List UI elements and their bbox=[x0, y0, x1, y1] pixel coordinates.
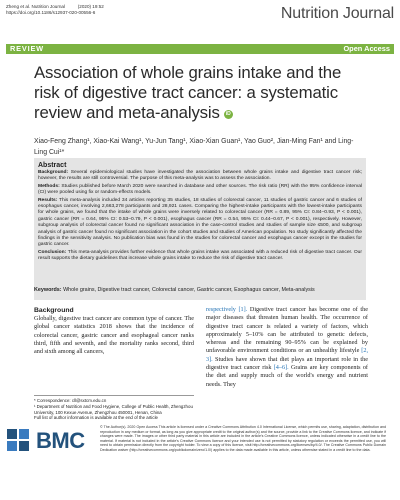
body-column-right bbox=[206, 306, 368, 389]
body-column-left bbox=[34, 306, 194, 356]
author-list: Xiao-Feng Zhang¹, Xiao-Kai Wang¹, Yu-Jun Tang¹, Xiao-Xian Guan¹, Yao Guo², Jian-Ming Fan¹ and Ling-Ling Cui¹* bbox=[34, 138, 354, 156]
author-info-note: Full list of author information is available at the end of the article bbox=[34, 415, 158, 421]
abstract-background-label: Background: bbox=[38, 170, 69, 175]
open-access-label: Open Access bbox=[343, 44, 390, 53]
license-paragraph: © The Author(s). 2020 Open Access This article is licensed under a Creative Commons Attribution 4.0 International License, which permits use, sharing, adaptation, distribution and reproduction in any medium or format, as long as you give appropriate credit to the original author(s) and the source, provide a link to the Creative Commons licence, and indicate if changes were made. The images or other third party material in this article are included in the article's Creative Commons licence, unless indicated otherwise in a credit line to the material. If material is not included in the article's Creative Commons licence and your intended use is not permitted by statutory regulation or exceeds the permitted use, you will need to obtain permission directly from the copyright holder. To view a copy of this licence, visit http://creativecommons.org/licenses/by/4.0/. The Creative Commons Public Domain Dedication waiver (http://creativecommons.org/publicdomain/zero/1.0/) applies to the data made available in this article, unless otherwise stated in a credit line to the data. bbox=[100, 425, 386, 452]
reference-link[interactable]: [2, 3]. bbox=[206, 347, 368, 363]
abstract-box bbox=[34, 158, 366, 300]
footnotes bbox=[34, 395, 194, 421]
citation-line: Zheng et al. Nutrition Journal (2020) 19:52 bbox=[6, 4, 104, 9]
article-title-text: Association of whole grains intake and the risk of digestive tract cancer: a systematic review and meta-analysis bbox=[34, 63, 342, 122]
page-header bbox=[6, 4, 394, 30]
keywords bbox=[34, 287, 366, 294]
citation-info bbox=[6, 4, 104, 16]
reference-link[interactable]: [4–6]. bbox=[273, 364, 289, 372]
affiliation: ¹ Department of Nutrition and Food Hygiene, College of Public Health, Zhengzhou University, 100 Kexue Avenue, Zhengzhou 450001, Henan, China bbox=[34, 403, 193, 415]
abstract-heading: Abstract bbox=[38, 162, 67, 169]
keywords-label: Keywords: bbox=[34, 287, 62, 293]
bmc-logo bbox=[6, 427, 86, 453]
doi-link[interactable]: https://doi.org/10.1186/s12937-020-00556-6 bbox=[6, 10, 96, 15]
abstract-methods-label: Methods: bbox=[38, 183, 60, 189]
license-text bbox=[100, 425, 386, 453]
abstract-results bbox=[38, 198, 362, 249]
body-paragraph: Globally, digestive tract cancer are common type of cancer. The global cancer statistics 2018 shows that the incidence of colorectal cancer, gastric cancer and esophageal cancer ranks third, fifth and seventh, and the mortality ranks second, third and sixth among all cancers, bbox=[34, 315, 194, 356]
abstract-conclusion-label: Conclusion: bbox=[38, 249, 67, 255]
reference-link[interactable]: respectively [1]. bbox=[206, 306, 248, 313]
article-title bbox=[34, 63, 364, 123]
abstract-results-label: Results: bbox=[38, 197, 58, 203]
body-text: Digestive tract cancer has become one of the major diseases that threaten human health. The occurrence of digestive tract cancer is related a variety of factors, which approximately 5–10% can be attributed to genetic defects, whereas and the remaining 90–95% can be explained by unfavorable environment conditions or an unhealthy lifestyle bbox=[206, 306, 368, 355]
abstract-background bbox=[38, 170, 362, 183]
article-type-label: REVIEW bbox=[10, 44, 44, 53]
abstract-results-text: This meta-analysis included 34 articles reporting 35 studies, 18 studies of colorectal cancer, 11 studies of gastric cancer and 6 studies of esophagus cancer, involving 2,663,278 participants and 28,921 cases. Comparing the highest-intake participants with the lowest-intake participants for whole grains, we found that the intake of whole grains were inversely related to colorectal cancer (RR = 0.89, 95% CI: 0.84–0.93, P < 0.001), gastric cancer (RR = 0.64, 95% CI: 0.53–0.79, P < 0.001), esophagus cancer (RR = 0.54, 95% CI: 0.44–0.67, P < 0.001), respectively. However, subgroup analysis of colorectal cancer found no significant association in the case-control studies and studies of sample size ≤500, and subgroup analysis of gastric cancer found no significant association in the cohort studies and studies of American population. No study significantly affected the findings in the sensitivity analysis. No publication bias was found in the studies for colorectal cancer and esophagus cancer except in the studies for gastric cancer. bbox=[38, 197, 362, 248]
abstract-methods-text: Studies published before March 2020 were searched in database and other sources. The risk ratio (RR) with the 95% confidence interval (CI) were pooled using fix or random-effects models. bbox=[38, 183, 362, 196]
correspondence-email[interactable]: * Correspondence: cll@sxtcm.edu.cn bbox=[34, 398, 107, 403]
body-paragraph-continued bbox=[206, 306, 368, 389]
section-heading-background: Background bbox=[34, 307, 74, 314]
body-text: Studies have shown that diet plays an important role in the digestive tract cancer risk bbox=[206, 355, 368, 372]
article-type-band bbox=[6, 44, 394, 54]
abstract-background-text: Several epidemiological studies have investigated the association between whole grains intake and digestive tract cancer risk; however, the results are still controversial. The purpose of this meta-analysis was to assess the association. bbox=[38, 170, 363, 182]
abstract-methods bbox=[38, 184, 362, 197]
bmc-logo-text: BMC bbox=[36, 428, 85, 453]
orcid-icon[interactable]: iD bbox=[224, 110, 233, 119]
bmc-logo-icon bbox=[6, 427, 34, 453]
abstract-conclusion bbox=[38, 250, 362, 263]
body-text: Grains are key components of the diet and supply much of the world's energy and nutrient needs. They bbox=[206, 364, 368, 388]
journal-name: Nutrition Journal bbox=[280, 5, 394, 22]
keywords-text: Whole grains, Digestive tract cancer, Colorectal cancer, Gastric cancer, Esophagus cancer, Meta-analysis bbox=[63, 287, 315, 293]
abstract-conclusion-text: This meta-analysis provides further evidence that whole grains intake was associated with a reduced risk of digestive tract cancer. Our result supports the dietary guidelines that increase whole grains intake to reduce the risk of digestive tract cancer. bbox=[38, 249, 362, 262]
